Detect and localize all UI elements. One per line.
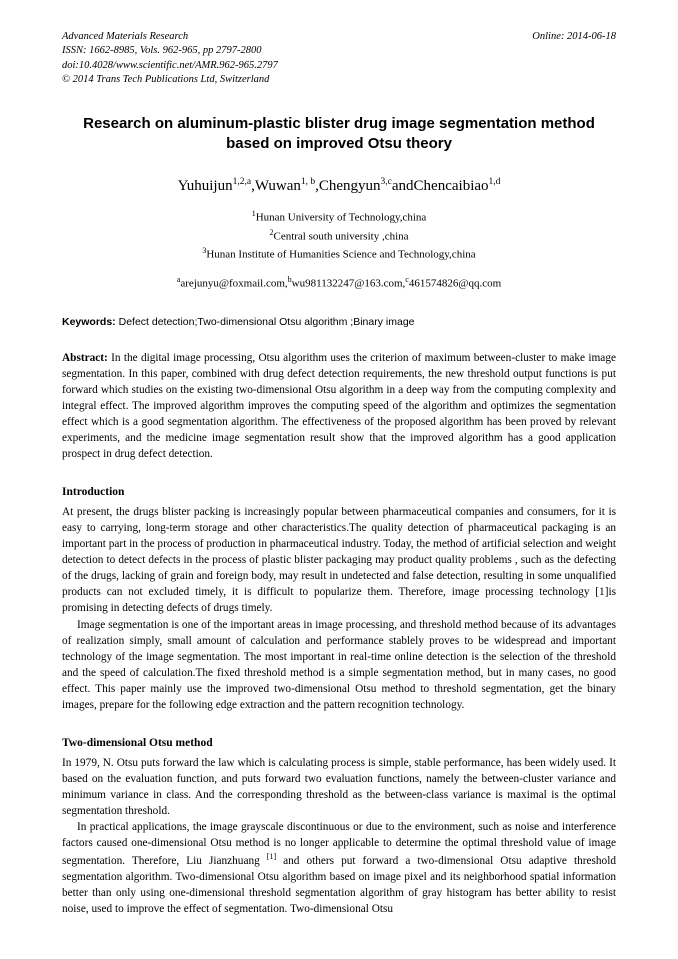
paragraph-text-pre: In practical applications, the image grayscale discontinuous or due to the environment, such as noise and interference factors caused one-dimensional Otsu method is no longer applicable to determine the optimal threshold value of image segmentation. Therefore, Liu Jianzhuang — [62, 820, 616, 867]
author-sup: 1,d — [488, 177, 501, 188]
journal-name: Advanced Materials Research — [62, 31, 189, 42]
abstract-block — [62, 350, 616, 462]
online-date: Online: 2014-06-18 — [532, 31, 616, 42]
affiliation-sup: 2 — [269, 227, 274, 237]
paragraph-with-reference — [62, 819, 616, 917]
paragraph: At present, the drugs blister packing is increasingly popular between pharmaceutical companies and consumers, for it is easy to carrying, long-term storage and other characteristics.The quality detection of pharmaceutical packaging is an important part in the process of production in pharmaceutical industry. Today, the method of artificial selection and weight detection to detect defects in the process of plastic blister packaging may product quality problems , such as the defecting of the drugs, lacking of grain and foreign body, may result in undetected and false detection, resulting in some unqualified products can not excluded timely, it is difficult to popularize them. Therefore, image processing technology [1]is promising in detecting defects of drugs timely. — [62, 506, 616, 615]
affiliation-sup: 1 — [251, 208, 256, 218]
page-title: Research on aluminum-plastic blister drug image segmentation method based on improved Otsu theory — [83, 114, 595, 153]
author-name: Yuhuijun — [177, 178, 233, 195]
affiliation-text: Hunan University of Technology,china — [255, 211, 427, 224]
author-name: andChencaibiao — [391, 178, 489, 195]
paragraph-text-post: and others put forward a two-dimensional Otsu adaptive threshold segmentation algorithm. Two-dimensional Otsu algorithm based on image pixel and its neighborhood spatial information better than only using one-dimensional threshold segmentation algorithm of gray histogram has better ability to resist noise, used to improve the effect of segmentation. Two-dimensional Otsu — [62, 854, 616, 915]
author-list — [62, 176, 616, 197]
keywords-value: Defect detection;Two-dimensional Otsu algorithm ;Binary image — [118, 316, 415, 329]
affiliation-item — [62, 208, 616, 227]
email-text: 461574826@qq.com — [408, 277, 502, 290]
email-text: wu981132247@163.com, — [291, 277, 406, 290]
email-text: arejunyu@foxmail.com, — [180, 277, 288, 290]
affiliation-text: Central south university ,china — [273, 230, 409, 243]
paragraph: In 1979, N. Otsu puts forward the law which is calculating process is simple, stable performance, has been widely used. It based on the evaluation function, and puts forward two evaluation functions, namely the between-cluster variance and minimum variance in class. And the corresponding threshold as the between-class variance is maximal is the optimal segmentation threshold. — [62, 756, 616, 817]
abstract-label: Abstract: — [62, 352, 108, 365]
email-block — [62, 275, 616, 290]
author-sup: 3,c — [380, 177, 392, 188]
section-heading-introduction: Introduction — [62, 486, 125, 499]
copyright-line: © 2014 Trans Tech Publications Ltd, Switzerland — [62, 74, 270, 86]
paragraph: Image segmentation is one of the important areas in image processing, and threshold method because of its advantages of realization simply, small amount of calculation and performance stablely proves to be widespread and important technology of the image segmentation. The most important in real-time online detection is the selection of the threshold and the speed of calculation.The fixed threshold method is a simple segmentation method, but in many cases, no good effect. This paper mainly use the improved two-dimensional Otsu method to threshold segmentation, get the binary images, prepare for the following edge extraction and the pattern recognition technology. — [62, 618, 616, 711]
email-sup: c — [405, 274, 409, 284]
email-sup: b — [287, 274, 292, 284]
author-name: ,Chengyun — [315, 178, 381, 195]
issn-line: ISSN: 1662-8985, Vols. 962-965, pp 2797-2800 — [62, 45, 262, 57]
affiliation-item — [62, 245, 616, 264]
keywords-label: Keywords: — [62, 316, 116, 329]
affiliation-text: Hunan Institute of Humanities Science and Technology,china — [206, 248, 476, 261]
affiliation-sup: 3 — [202, 246, 207, 256]
header-left-block — [62, 30, 450, 88]
doi-line: doi:10.4028/www.scientific.net/AMR.962-965.2797 — [62, 59, 278, 71]
section-heading-two-dimensional-otsu: Two-dimensional Otsu method — [62, 736, 213, 749]
keywords-line — [62, 315, 616, 330]
author-sup: 1,2,a — [232, 177, 252, 188]
page-header — [62, 30, 616, 88]
author-name: ,Wuwan — [251, 178, 301, 195]
abstract-text: In the digital image processing, Otsu algorithm uses the criterion of maximum between-cluster to make image segmentation. In this paper, combined with drug defect detection requirements, the new threshold output functions is put forward which studies on the existing two-dimensional Otsu algorithm in a deep way from the computing complexity and integral effect. The improved algorithm improves the computing speed of the algorithm and optimizes the segmentation effect which is a good segmentation algorithm. The effectiveness of the proposed algorithm has been proved by relevant experiments, and the medicine image segmentation result show that the improved algorithm has a good application prospect in drug defect detection. — [62, 352, 616, 461]
citation-reference: [1] — [266, 851, 277, 861]
affiliation-block — [62, 208, 616, 264]
affiliation-item — [62, 227, 616, 246]
email-sup: a — [176, 274, 181, 284]
author-sup: 1, b — [300, 177, 316, 188]
